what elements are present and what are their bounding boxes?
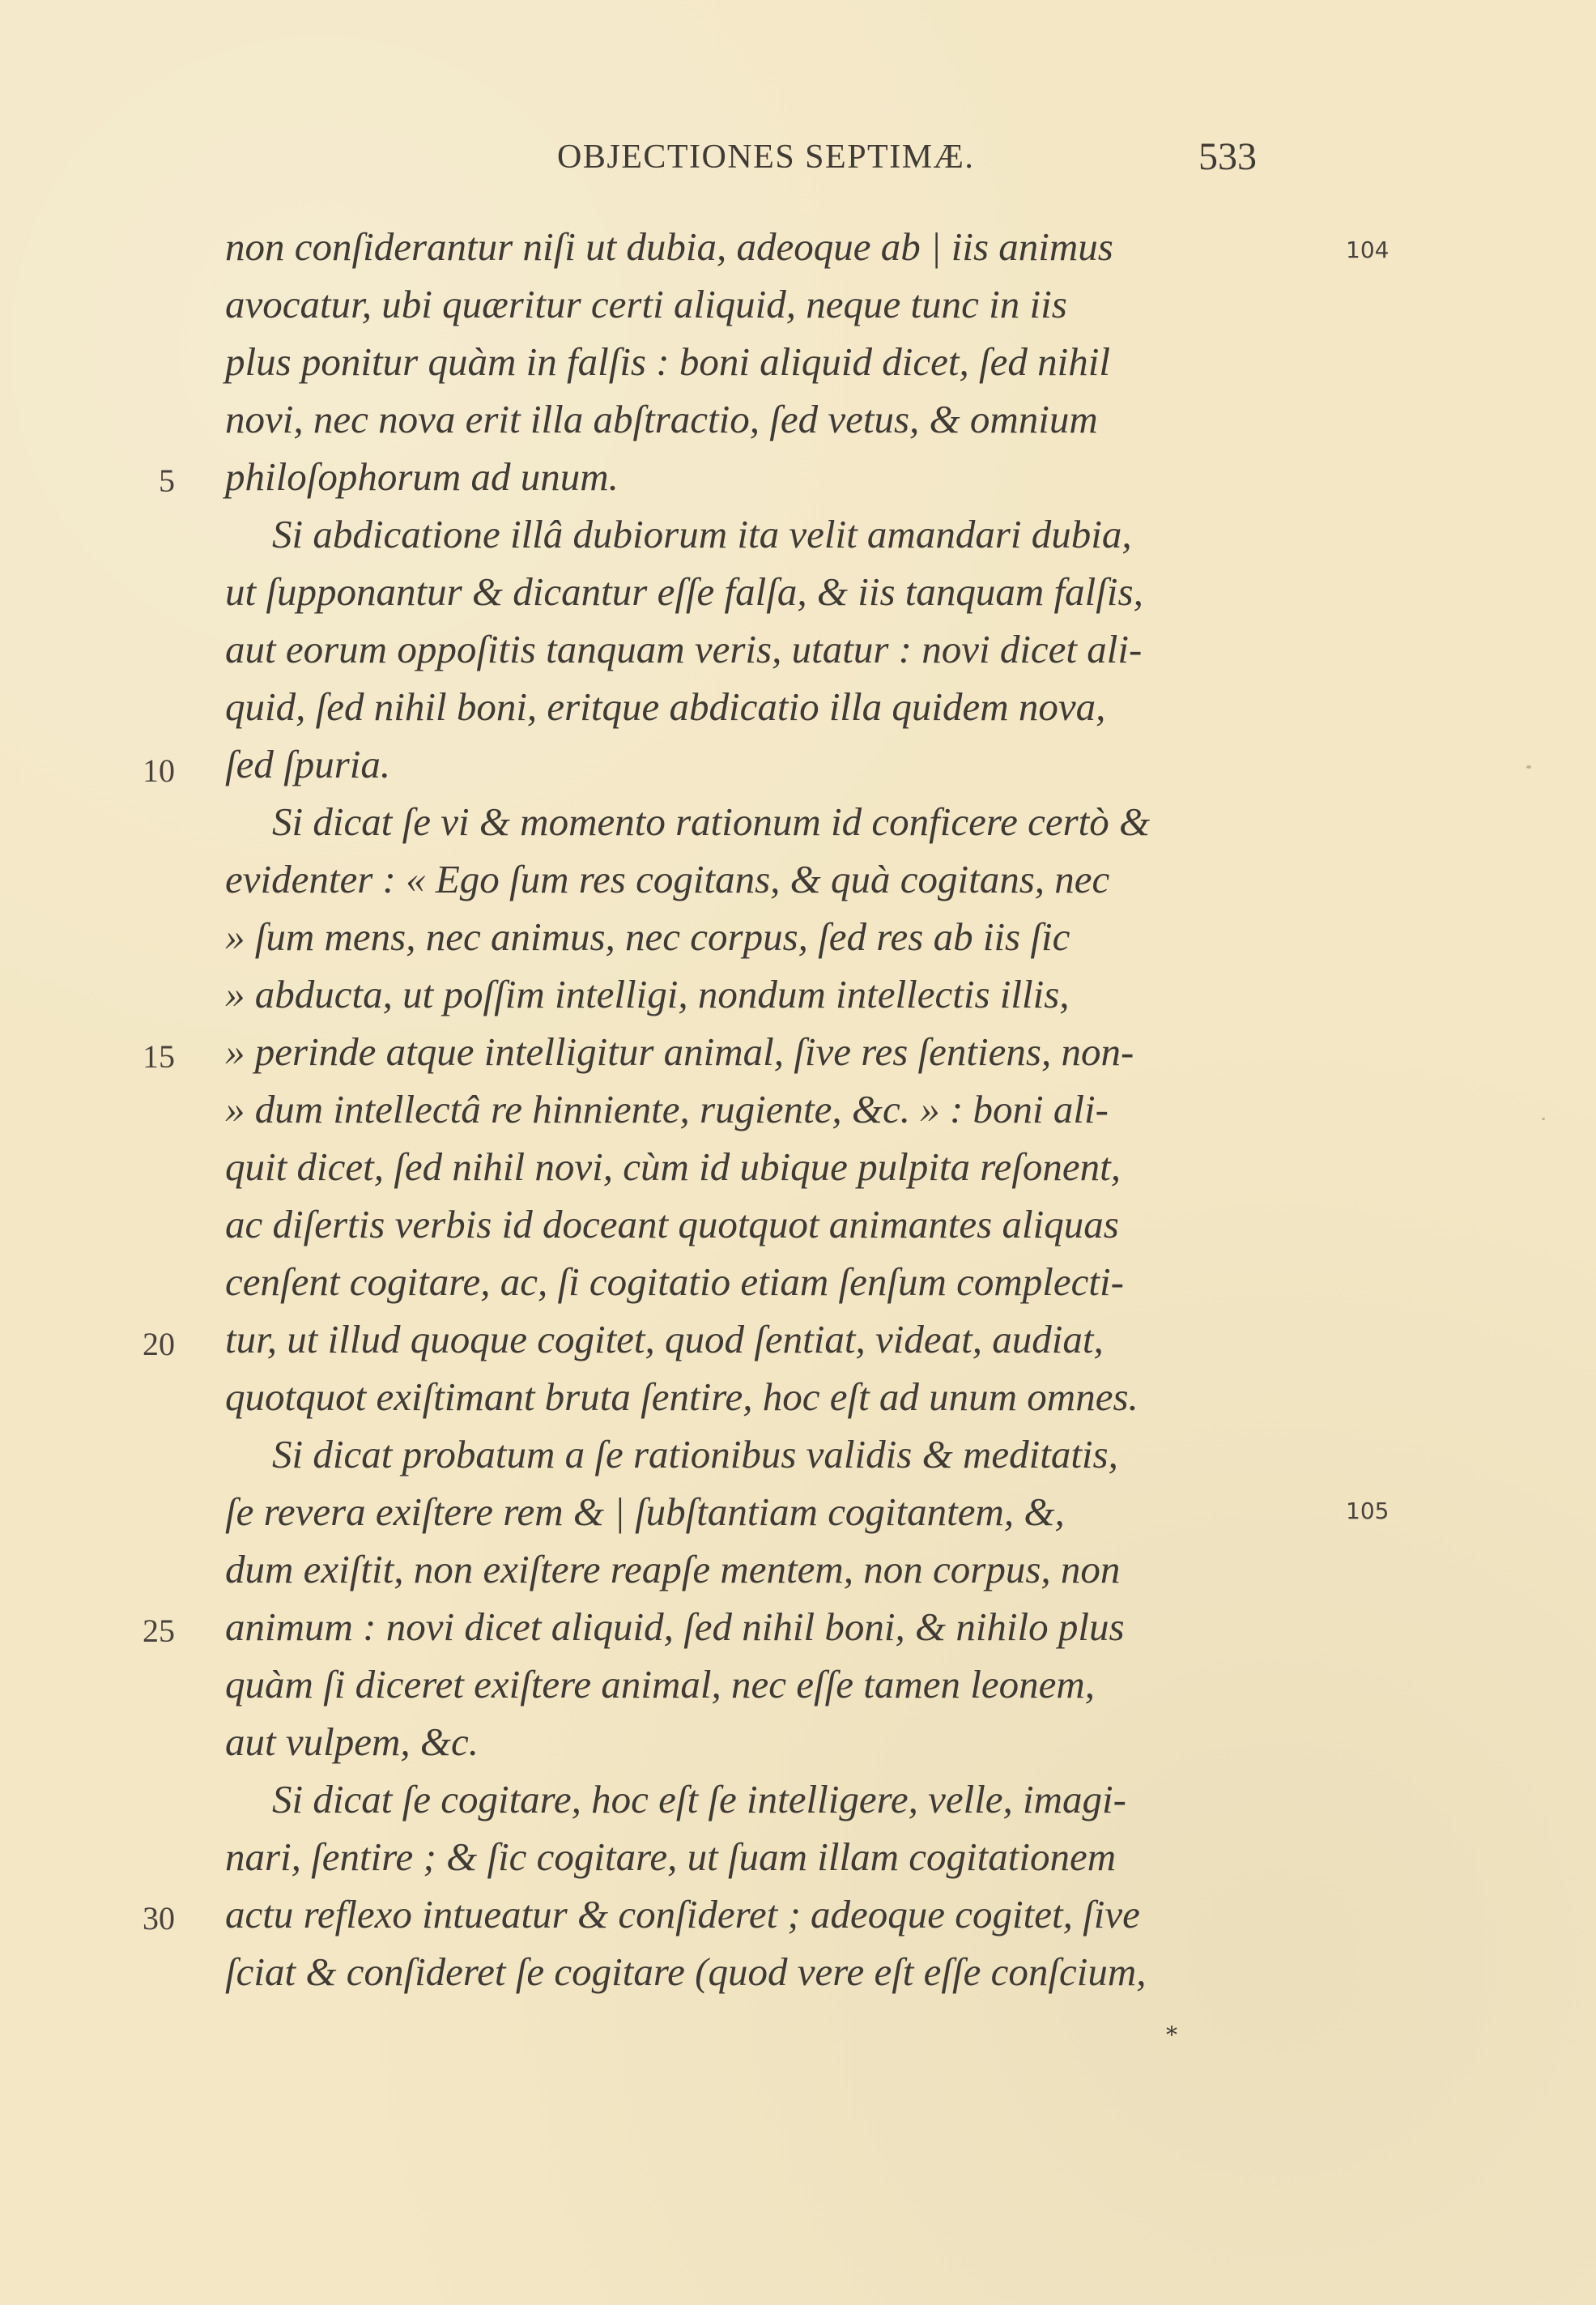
text-line-3: plus ponitur quàm in falſis : boni aliquid dicet, ſed nihil	[225, 339, 1110, 384]
text-line-18: ac diſertis verbis id doceant quotquot animantes aliquas	[225, 1202, 1119, 1246]
margin-reference-105: 105	[1346, 1498, 1390, 1524]
text-line-16: » dum intellectâ re hinniente, rugiente, &c. » : boni ali-	[225, 1087, 1109, 1131]
line-number-10: 10	[143, 752, 175, 789]
text-line-9: quid, ſed nihil boni, eritque abdicatio illa quidem nova,	[225, 684, 1106, 729]
line-number-25: 25	[143, 1613, 175, 1649]
text-line-10: ſed ſpuria.	[225, 742, 391, 786]
text-line-20: tur, ut illud quoque cogitet, quod ſentiat, videat, audiat,	[225, 1317, 1104, 1361]
text-line-12: evidenter : « Ego ſum res cogitans, & quà cogitans, nec	[225, 857, 1110, 901]
footer-mark: *	[1166, 2022, 1177, 2048]
text-line-14: » abducta, ut poſſim intelligi, nondum intellectis illis,	[225, 972, 1070, 1016]
text-line-4: novi, nec nova erit illa abſtractio, ſed vetus, & omnium	[225, 397, 1098, 441]
text-line-30: actu reflexo intueatur & conſideret ; adeoque cogitet, ſive	[225, 1892, 1140, 1936]
text-line-19: cenſent cogitare, ac, ſi cogitatio etiam ſenſum complecti-	[225, 1259, 1124, 1304]
text-line-22: Si dicat probatum a ſe rationibus validis & meditatis,	[272, 1432, 1118, 1476]
text-line-7: ut ſupponantur & dicantur eſſe falſa, & iis tanquam falſis,	[225, 569, 1143, 614]
margin-reference-104: 104	[1346, 236, 1390, 263]
text-line-24: dum exiſtit, non exiſtere reapſe mentem, non corpus, non	[225, 1547, 1121, 1591]
text-line-31: ſciat & conſideret ſe cogitare (quod vere eſt eſſe conſcium,	[225, 1949, 1147, 1994]
text-line-15: » perinde atque intelligitur animal, ſive res ſentiens, non-	[225, 1029, 1134, 1074]
text-line-11: Si dicat ſe vi & momento rationum id conficere certò &	[272, 799, 1151, 844]
text-line-25: animum : novi dicet aliquid, ſed nihil boni, & nihilo plus	[225, 1604, 1125, 1649]
text-line-27: aut vulpem, &c.	[225, 1719, 479, 1764]
text-line-5: philoſophorum ad unum.	[225, 454, 619, 499]
paper-speck	[1526, 765, 1531, 769]
text-line-17: quit dicet, ſed nihil novi, cùm id ubique pulpita reſonent,	[225, 1144, 1121, 1189]
text-line-29: nari, ſentire ; & ſic cogitare, ut ſuam illam cogitationem	[225, 1834, 1117, 1879]
text-line-6: Si abdicatione illâ dubiorum ita velit amandari dubia,	[272, 512, 1132, 556]
line-number-20: 20	[143, 1326, 175, 1362]
text-line-13: » ſum mens, nec animus, nec corpus, ſed res ab iis ſic	[225, 914, 1070, 959]
text-line-1: non conſiderantur niſi ut dubia, adeoque ab | iis animus	[225, 224, 1113, 269]
text-line-28: Si dicat ſe cogitare, hoc eſt ſe intelligere, velle, imagi-	[272, 1777, 1126, 1821]
text-line-21: quotquot exiſtimant bruta ſentire, hoc eſt ad unum omnes.	[225, 1374, 1138, 1419]
paper-speck	[1542, 1118, 1545, 1120]
text-line-2: avocatur, ubi quæritur certi aliquid, neque tunc in iis	[225, 282, 1067, 326]
running-title: OBJECTIONES SEPTIMÆ.	[557, 138, 975, 176]
text-line-26: quàm ſi diceret exiſtere animal, nec eſſe tamen leonem,	[225, 1662, 1096, 1706]
text-line-23: ſe revera exiſtere rem & | ſubſtantiam cogitantem, &,	[225, 1489, 1065, 1534]
text-line-8: aut eorum oppoſitis tanquam veris, utatur : novi dicet ali-	[225, 627, 1143, 671]
line-number-15: 15	[143, 1038, 175, 1075]
line-number-5: 5	[159, 462, 175, 499]
line-number-30: 30	[143, 1900, 175, 1936]
page-number: 533	[1198, 135, 1257, 178]
